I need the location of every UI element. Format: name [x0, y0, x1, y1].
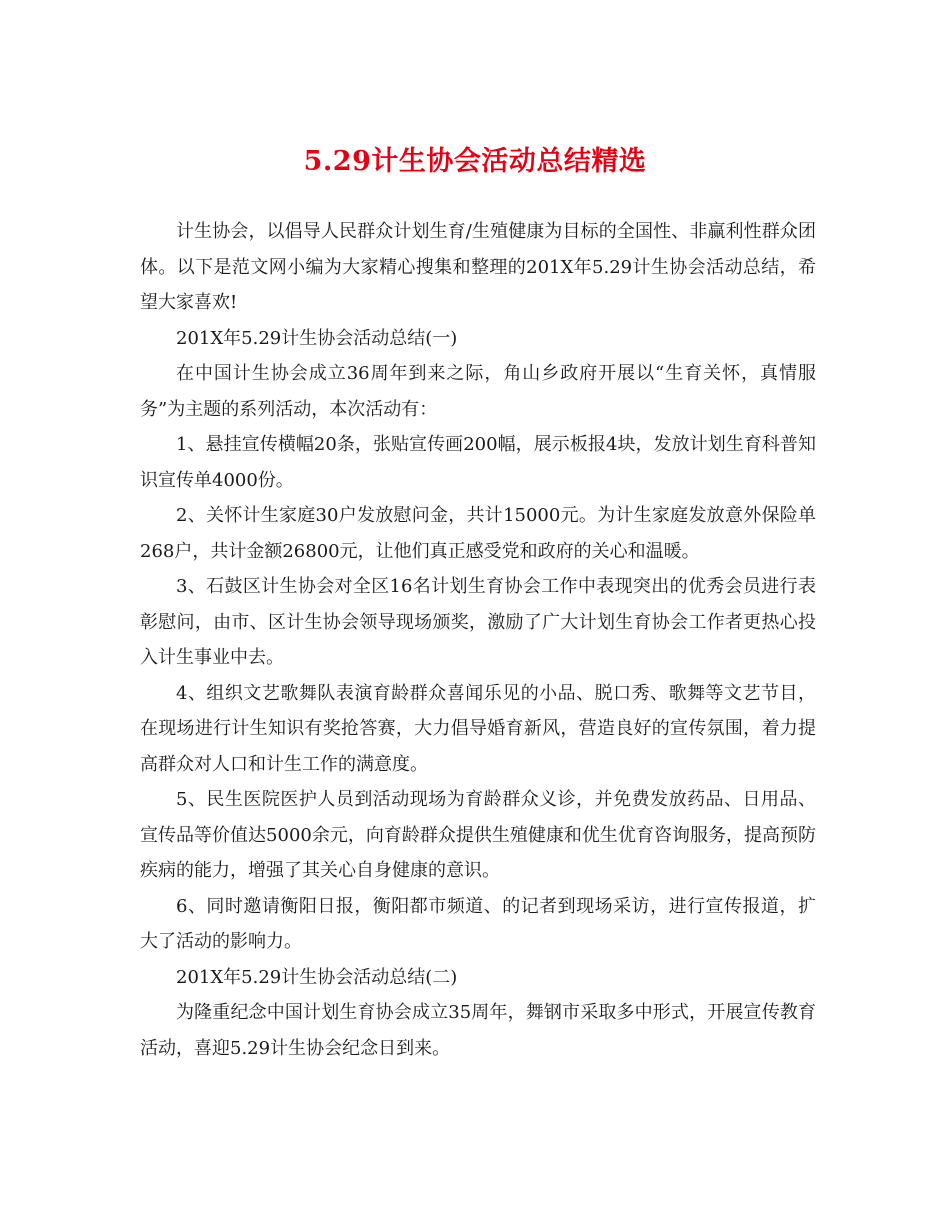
section-heading-1: 201X年5.29计生协会活动总结(一) [176, 327, 458, 349]
list-item: 4、组织文艺歌舞队表演育龄群众喜闻乐见的小品、脱口秀、歌舞等文艺节目，在现场进行计生知识有奖抢答赛，大力倡导婚育新风，营造良好的宣传氛围，着力提高群众对人口和计生工作的满意度。 [140, 682, 816, 775]
paragraph: 在中国计生协会成立36周年到来之际，角山乡政府开展以“生育关怀，真情服务”为主题的系列活动，本次活动有： [140, 363, 816, 420]
list-item: 5、民生医院医护人员到活动现场为育龄群众义诊，并免费发放药品、日用品、宣传品等价值达5000余元，向育龄群众提供生殖健康和优生优育咨询服务，提高预防疾病的能力，增强了其关心自身健康的意识。 [140, 789, 816, 881]
section-heading-2: 201X年5.29计生协会活动总结(二) [176, 966, 458, 988]
list-item: 6、同时邀请衡阳日报，衡阳都市频道、的记者到现场采访，进行宣传报道，扩大了活动的影响力。 [140, 895, 816, 952]
list-item: 2、关怀计生家庭30户发放慰问金，共计15000元。为计生家庭发放意外保险单268户，共计金额26800元，让他们真正感受党和政府的关心和温暖。 [140, 505, 816, 562]
paragraph: 为隆重纪念中国计划生育协会成立35周年，舞钢市采取多中形式，开展宣传教育活动，喜迎5.29计生协会纪念日到来。 [140, 1002, 816, 1059]
document-title: 5.29计生协会活动总结精选 [303, 146, 647, 177]
list-item: 3、石鼓区计生协会对全区16名计划生育协会工作中表现突出的优秀会员进行表彰慰问，由市、区计生协会领导现场颁奖，激励了广大计划生育协会工作者更热心投入计生事业中去。 [140, 576, 816, 668]
list-item: 1、悬挂宣传横幅20条，张贴宣传画200幅，展示板报4块，发放计划生育科普知识宣传单4000份。 [140, 434, 816, 491]
paragraph-intro: 计生协会，以倡导人民群众计划生育/生殖健康为目标的全国性、非赢利性群众团体。以下是范文网小编为大家精心搜集和整理的201X年5.29计生协会活动总结，希望大家喜欢! [140, 221, 816, 313]
document-body [140, 214, 816, 1066]
